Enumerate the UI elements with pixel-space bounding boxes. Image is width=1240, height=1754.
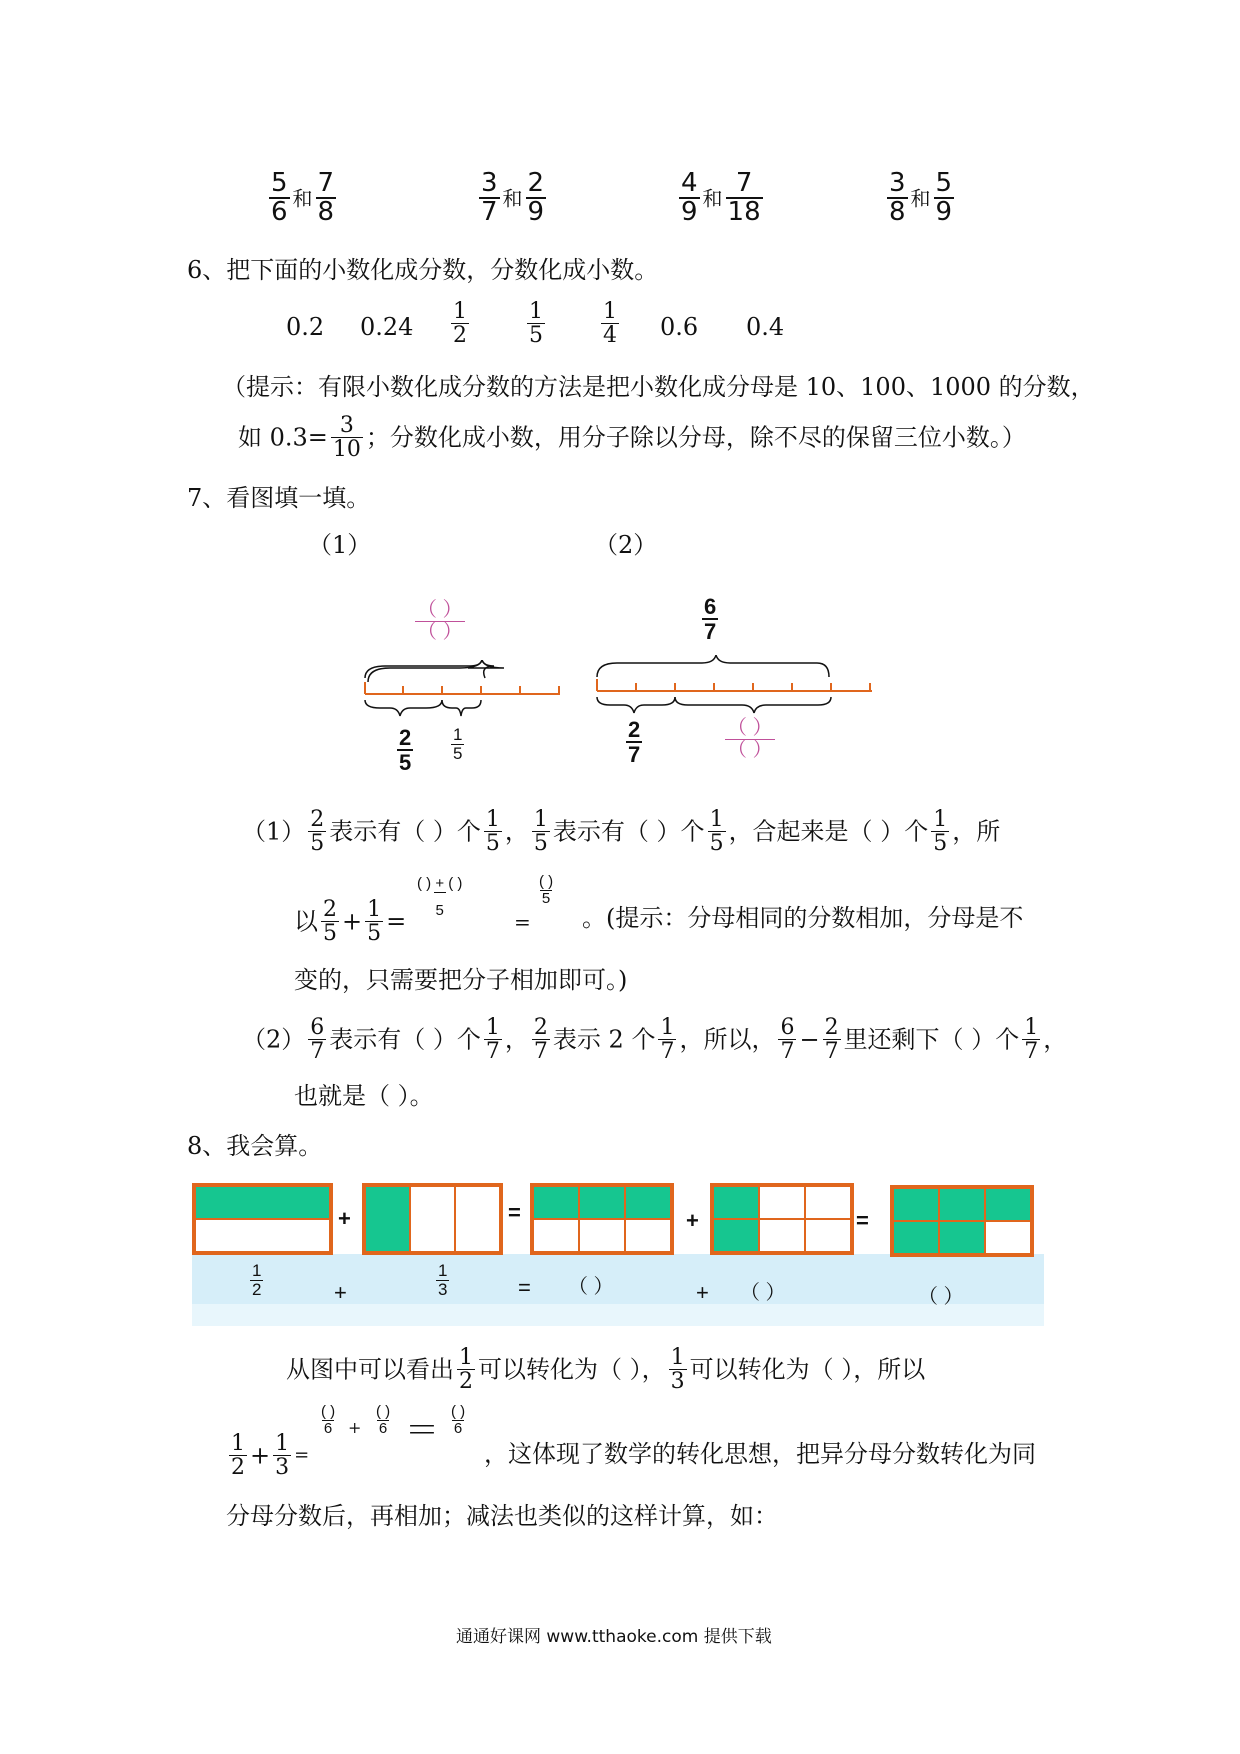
fig2-bottom-fraction-1: $\frac{2}{7}$ (628, 717, 641, 768)
grid-cell-shaded (195, 1186, 330, 1219)
number-line-figure-1 (360, 660, 565, 720)
grid-cell (625, 1219, 671, 1252)
grid-cell (579, 1219, 625, 1252)
q7-p1-line1: （1） $\frac{2}{5}$ 表示有（ ）个 $\frac{1}{5}$ ， $\frac{1}{5}$ 表示有（ ）个 $\frac{1}{5}$ ，合起来是（ ）个 $\frac{1}{5}$ ，所 (242, 807, 1001, 857)
q6-hint-2: 如 0.3= $\frac{3}{10}$ ；分数化成小数，用分子除以分母，除不尽的保留三位小数。） (238, 413, 1026, 463)
grid-cell-shaded (365, 1186, 410, 1252)
pair-2: $\frac{3}{7}$ 和 $\frac{2}{9}$ (481, 168, 545, 228)
grid-cell-shaded (939, 1221, 985, 1254)
q8-small-plus: + (348, 1418, 362, 1437)
under-f2: $\frac{1}{3}$ (438, 1261, 448, 1299)
q6-d4: 0.4 (746, 313, 785, 341)
fig2-top-fraction: $\frac{6}{7}$ (704, 594, 717, 645)
grid-cell (410, 1186, 455, 1252)
pair-3: $\frac{4}{9}$ 和 $\frac{7}{18}$ (681, 168, 761, 228)
grid-one-third (362, 1183, 503, 1255)
grid-cell (533, 1219, 579, 1252)
grid-one-half (192, 1183, 333, 1255)
grid-five-sixths (890, 1185, 1034, 1257)
under-blank-1: （ ） (568, 1276, 614, 1298)
q8-blank-b: $\frac{( )}{6}$ (376, 1403, 391, 1437)
op-eq-2: = (856, 1208, 869, 1233)
grid-cell (759, 1219, 805, 1252)
fig1-bottom-fraction-2: $\frac{1}{5}$ (453, 725, 463, 763)
number-line-figure-2 (592, 655, 877, 721)
under-blank-3: （ ） (918, 1286, 964, 1308)
q8-big-eq: ＝ (405, 1411, 439, 1451)
grid-cell-shaded (533, 1186, 579, 1219)
q6-hint-1: （提示：有限小数化成分数的方法是把小数化成分母是 10、100、1000 的分数， (222, 373, 1095, 401)
q7-p1-hint: 。(提示：分母相同的分数相加，分母是不 (582, 904, 1024, 932)
q8-line3: 分母分数后，再相加；减法也类似的这样计算，如： (226, 1502, 778, 1530)
grid-cell (759, 1186, 805, 1219)
figure-band-2 (192, 1304, 1044, 1326)
grid-cell-shaded (713, 1219, 759, 1252)
under-plus-2: + (696, 1280, 709, 1305)
grid-cell-shaded (985, 1188, 1031, 1221)
q7-p1-line2: 以 $\frac{2}{5}$ + $\frac{1}{5}$ = (294, 897, 407, 947)
q8-blank-c: $\frac{( )}{6}$ (451, 1403, 466, 1437)
q7-p2-line1: （2） $\frac{6}{7}$ 表示有（ ）个 $\frac{1}{7}$ ， $\frac{2}{7}$ 表示 2 个 $\frac{1}{7}$ ，所以， $\frac{6}{7}$ − $\frac{2}{7}$ 里还剩下（ ）个 $\frac{1}{7}$ ， (242, 1015, 1068, 1065)
q8-line1: 从图中可以看出 $\frac{1}{2}$ 可以转化为（ ）， $\frac{1}{3}$ 可以转化为（ ），所以 (286, 1345, 926, 1395)
grid-cell (805, 1186, 851, 1219)
grid-cell-shaded (713, 1186, 759, 1219)
grid-three-sixths (530, 1183, 674, 1255)
q8-line2: $\frac{1}{2}$ + $\frac{1}{3}$ = (231, 1431, 310, 1481)
under-eq: = (518, 1275, 531, 1300)
op-plus-1: + (338, 1206, 351, 1231)
grid-cell (455, 1186, 500, 1252)
grid-cell-shaded (625, 1186, 671, 1219)
q8-title: 8、我会算。 (187, 1132, 323, 1160)
fig1-top-fraction: $\frac{( )}{( )}$ (417, 599, 463, 643)
grid-cell (195, 1219, 330, 1252)
pair-4: $\frac{3}{8}$ 和 $\frac{5}{9}$ (889, 168, 953, 228)
q7-title: 7、看图填一填。 (187, 484, 371, 512)
q7-p2-line2: 也就是（ ）。 (294, 1082, 434, 1110)
q6-d1: 0.2 (286, 313, 325, 341)
q7-p1-eq2: = (514, 910, 531, 934)
grid-two-sixths (710, 1183, 854, 1255)
q7-p1-blank-sum: $\frac{( ) + ( )}{5}$ (417, 875, 463, 919)
q7-p1-blank-result: $\frac{( )}{5}$ (539, 873, 554, 907)
grid-cell-shaded (893, 1221, 939, 1254)
q6-d2: 0.24 (360, 313, 414, 341)
grid-cell-shaded (939, 1188, 985, 1221)
op-plus-2: + (686, 1208, 699, 1233)
fig2-bottom-fraction-2: $\frac{( )}{( )}$ (727, 717, 773, 761)
q7-sub1: （1） (308, 531, 372, 559)
q6-f3: $\frac{1}{4}$ (603, 299, 617, 349)
q7-sub2: （2） (594, 531, 658, 559)
pair-1: $\frac{5}{6}$ 和 $\frac{7}{8}$ (271, 168, 335, 228)
q7-p1-line3: 变的，只需要把分子相加即可。) (294, 966, 628, 994)
under-f1: $\frac{1}{2}$ (252, 1261, 262, 1299)
figure-band (192, 1254, 1044, 1304)
under-blank-2: （ ） (740, 1282, 786, 1304)
footer-text: 通通好课网 www.tthaoke.com 提供下载 (456, 1627, 772, 1647)
grid-cell-shaded (579, 1186, 625, 1219)
op-eq-1: = (508, 1200, 521, 1225)
q6-d3: 0.6 (660, 313, 699, 341)
q8-blank-a: $\frac{( )}{6}$ (321, 1403, 336, 1437)
under-plus: + (334, 1280, 347, 1305)
grid-cell (805, 1219, 851, 1252)
q6-title: 6、把下面的小数化成分数，分数化成小数。 (187, 256, 659, 284)
q6-f2: $\frac{1}{5}$ (529, 299, 543, 349)
q6-f1: $\frac{1}{2}$ (453, 299, 467, 349)
fig1-bottom-fraction-1: $\frac{2}{5}$ (399, 725, 412, 776)
grid-cell-shaded (893, 1188, 939, 1221)
q8-line2-post: ，这体现了数学的转化思想，把异分母分数转化为同 (484, 1440, 1036, 1468)
grid-cell (985, 1221, 1031, 1254)
